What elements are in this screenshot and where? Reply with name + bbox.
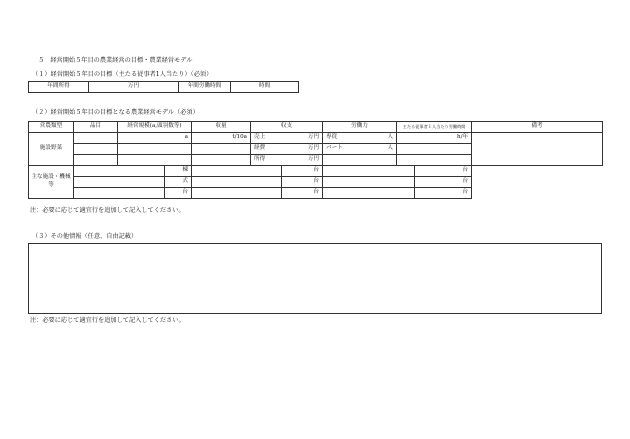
item-cell-1[interactable] — [74, 133, 118, 144]
facility-name-2[interactable] — [192, 166, 282, 177]
other-info-textarea[interactable] — [28, 243, 602, 314]
other-info-subtitle: （３）その他情報（任意、自由記載） — [32, 233, 138, 240]
labor-cell-3[interactable] — [323, 155, 397, 166]
section-5-title: ５ 経営開始５年目の農業経営の目標・農業経営モデル — [38, 57, 193, 64]
facility-name-3[interactable] — [323, 166, 415, 177]
header-scale: 経営規模(a,頭羽数等) — [118, 122, 192, 133]
fulltime-label: 専従 — [326, 134, 338, 141]
hours-cell-3[interactable] — [397, 155, 472, 166]
income-cell[interactable] — [251, 155, 323, 166]
facilities-label: 主な施設・機械等 — [29, 166, 74, 199]
income-row-unit: 万円 — [307, 156, 320, 163]
scale-cell-1[interactable] — [118, 133, 192, 144]
unit-set: 式 — [182, 178, 189, 185]
model-subtitle: （２）経営開始５年目の目標となる農業経営モデル（必須） — [32, 109, 199, 116]
hours-cell[interactable] — [397, 133, 472, 144]
fulltime-cell[interactable] — [323, 133, 397, 144]
header-per-worker: 主たる従事者１人当たり労働時間 — [397, 122, 472, 133]
header-balance: 収支 — [251, 122, 323, 133]
sales-cell[interactable] — [251, 133, 323, 144]
hours-unit: 時間 — [258, 83, 271, 90]
scale-unit: a — [184, 134, 189, 141]
yield-unit: t/10a — [232, 134, 248, 141]
facility-qty-4[interactable] — [165, 177, 192, 188]
note-1: 注：必要に応じて適宜行を追加して記入してください。 — [30, 207, 185, 214]
type-value: 施設野菜 — [29, 133, 74, 166]
unit-machine: 台 — [462, 178, 469, 185]
fulltime-unit: 人 — [387, 134, 394, 141]
hours-field[interactable] — [231, 82, 299, 93]
parttime-cell[interactable] — [323, 144, 397, 155]
income-field[interactable] — [89, 82, 179, 93]
unit-machine: 台 — [313, 189, 320, 196]
unit-machine: 台 — [182, 189, 189, 196]
income-unit: 万円 — [127, 83, 140, 90]
goal-table — [28, 81, 299, 93]
facility-name-9[interactable] — [323, 188, 415, 199]
hours-cell-2[interactable] — [397, 144, 472, 155]
unit-machine: 台 — [462, 189, 469, 196]
header-type: 営農類型 — [29, 122, 74, 133]
facility-qty-2[interactable] — [282, 166, 323, 177]
item-cell-3[interactable] — [74, 155, 118, 166]
scale-cell-3[interactable] — [118, 155, 192, 166]
facility-name-5[interactable] — [192, 177, 282, 188]
note-2: 注：必要に応じて適宜行を追加して記入してください。 — [30, 317, 185, 324]
hours-label: 年間労働時間 — [179, 82, 231, 93]
expenses-unit: 万円 — [307, 145, 320, 152]
parttime-label: パート — [326, 145, 343, 152]
facility-qty-7[interactable] — [165, 188, 192, 199]
income-label: 年間所得 — [29, 82, 89, 93]
header-yield: 収量 — [192, 122, 251, 133]
parttime-unit: 人 — [387, 145, 394, 152]
sales-label: 売上 — [254, 134, 266, 141]
facility-qty-9[interactable] — [415, 188, 472, 199]
facility-qty-1[interactable] — [165, 166, 192, 177]
unit-building: 棟 — [182, 167, 189, 174]
hours-per-year-unit: h/年 — [456, 134, 469, 141]
expenses-cell[interactable] — [251, 144, 323, 155]
income-row-label: 所得 — [254, 156, 266, 163]
facility-qty-6[interactable] — [415, 177, 472, 188]
facility-name-1[interactable] — [74, 166, 165, 177]
sales-unit: 万円 — [307, 134, 320, 141]
remarks-cell[interactable] — [472, 133, 603, 166]
header-labor: 労働力 — [323, 122, 397, 133]
header-item: 品目 — [74, 122, 118, 133]
unit-machine: 台 — [313, 178, 320, 185]
scale-cell-2[interactable] — [118, 144, 192, 155]
item-cell-2[interactable] — [74, 144, 118, 155]
facility-qty-8[interactable] — [282, 188, 323, 199]
facility-name-6[interactable] — [323, 177, 415, 188]
facility-qty-3[interactable] — [415, 166, 472, 177]
expenses-label: 経費 — [254, 145, 266, 152]
facility-qty-5[interactable] — [282, 177, 323, 188]
unit-machine: 台 — [462, 167, 469, 174]
header-remarks: 備考 — [472, 122, 603, 133]
unit-machine: 台 — [313, 167, 320, 174]
yield-cell-1[interactable] — [192, 133, 251, 144]
goal-subtitle: （１）経営開始５年目の目標（主たる従事者1人当たり）（必須） — [32, 71, 213, 78]
yield-cell-2[interactable] — [192, 144, 251, 155]
facility-name-7[interactable] — [74, 188, 165, 199]
facility-name-8[interactable] — [192, 188, 282, 199]
model-table — [28, 121, 603, 199]
facility-name-4[interactable] — [74, 177, 165, 188]
yield-cell-3[interactable] — [192, 155, 251, 166]
